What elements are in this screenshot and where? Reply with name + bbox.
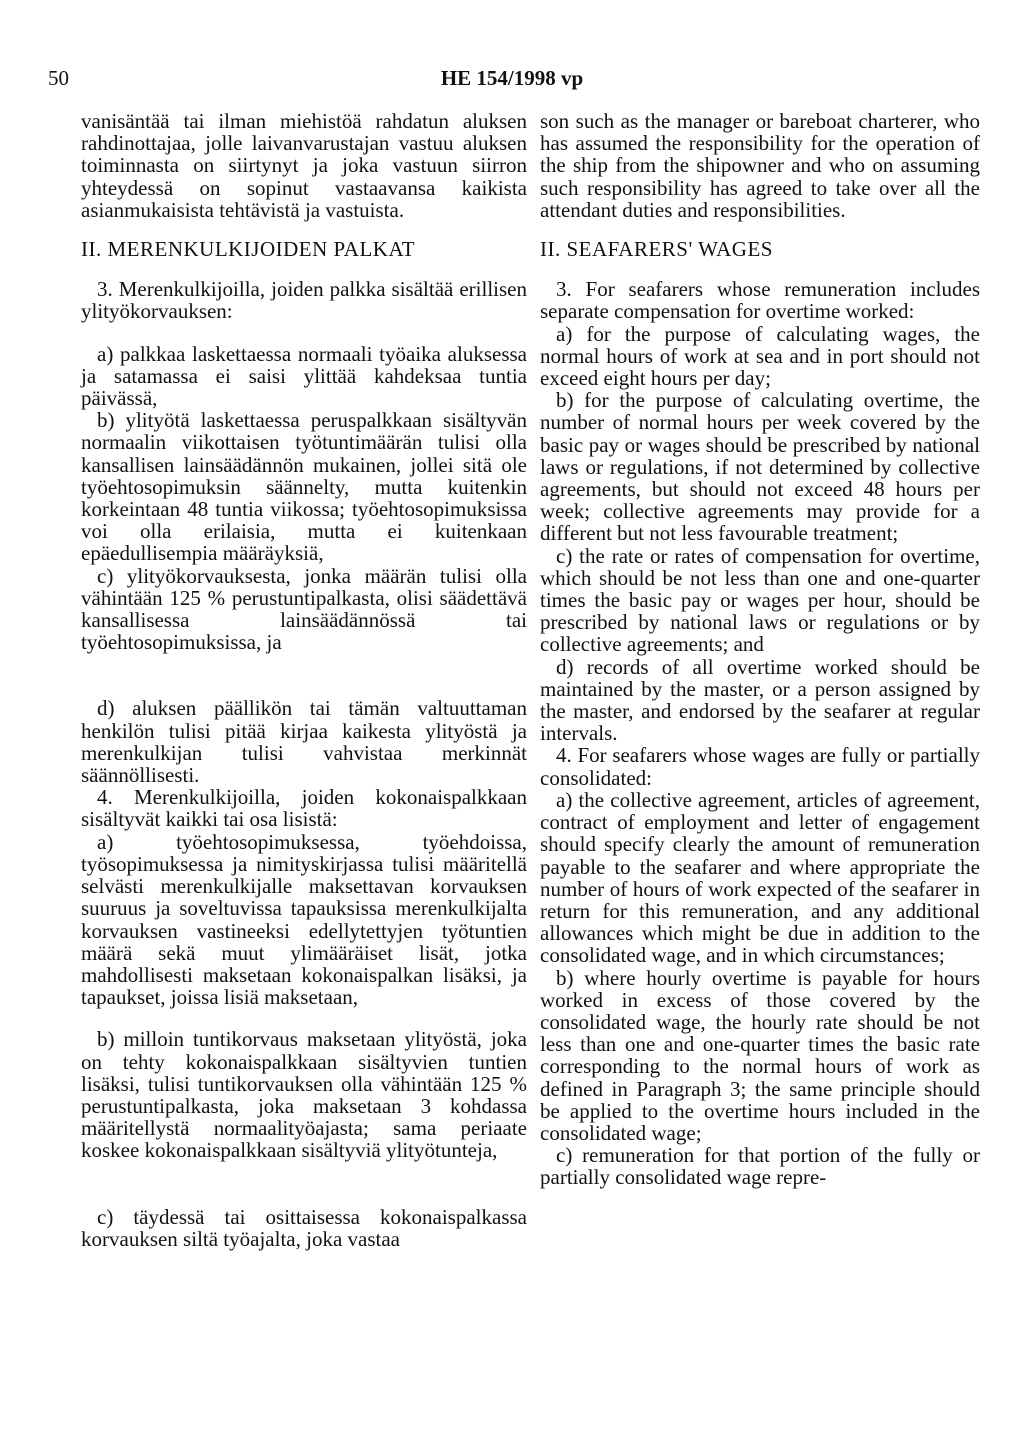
paragraph: vanisäntää tai ilman miehistöä rahdatun aluksen rahdinottajaa, jolle laivanvarustajan vastuu aluksen toiminnasta on siirtynyt ja joka vastuun siirron yhteydessä on sopinut vastaavansa kaikista asianmukaisista tehtävistä ja vastuista.	[81, 109, 527, 222]
section-heading: II. MERENKULKIJOIDEN PALKAT	[81, 237, 416, 262]
paragraph: a) the collective agreement, articles of agreement, contract of employment and letter of engagement should specify clearly the amount of remuneration payable to the seafarer and where appropriate the number of hours of work expected of the seafarer in return for this remuneration, and any additional allowances which might be due in addition to the consolidated wage, and in which circumstances;	[540, 787, 980, 968]
paragraph: 3. Merenkulkijoilla, joiden palkka sisältää erillisen ylityökorvauksen:	[81, 277, 527, 324]
paragraph: b) for the purpose of calculating overtime, the number of normal hours per week covered by the basic pay or wages should be prescribed by national laws or regulations, if not determined by collective agreements, but should not exceed 48 hours per week; collective agreements may provide for a different but not less favourable treatment;	[540, 388, 980, 546]
paragraph: son such as the manager or bareboat charterer, who has assumed the responsibility for the operation of the ship from the shipowner and who on assuming such responsibility has agreed to take over all the attendant duties and responsibilities.	[540, 109, 980, 222]
paragraph: b) where hourly overtime is payable for hours worked in excess of those covered by the consolidated wage, the hourly rate should be not less than one and one-quarter times the basic rate corresponding to the normal hours of work as defined in Paragraph 3; the same principle should be applied to the overtime hours included in the consolidated wage;	[540, 965, 980, 1145]
paragraph: d) aluksen päällikön tai tämän valtuuttaman henkilön tulisi pitää kirjaa kaikesta ylityöstä ja merenkulkijan tulisi vahvistaa merkinnät säännöllisesti.	[81, 696, 527, 788]
paragraph: 3. For seafarers whose remuneration includes separate compensation for overtime worked:	[540, 277, 980, 324]
finnish-column	[81, 110, 527, 1250]
paragraph: c) the rate or rates of compensation for overtime, which should be not less than one and one-quarter times the basic pay or wages per hour, should be prescribed by national laws or regulations or by collective agreements; and	[540, 543, 980, 657]
paragraph: c) täydessä tai osittaisessa kokonaispalkassa korvauksen siltä työajalta, joka vastaa	[81, 1204, 527, 1251]
paragraph: b) ylityötä laskettaessa peruspalkkaan sisältyvän normaalin viikottaisen työtuntimäärän tulisi olla kansallisen lainsäädännön mukainen, jollei sitä ole työehtosopimuksin säännelty, mutta kuitenkin korkeintaan 48 tuntia viikossa; työehtosopimuksissa voi olla erilaisia, mutta ei kuitenkaan epäedullisempia määräyksiä,	[81, 408, 527, 566]
paragraph: 4. Merenkulkijoilla, joiden kokonaispalkkaan sisältyvät kaikki tai osa lisistä:	[81, 785, 527, 832]
paragraph: 4. For seafarers whose wages are fully or partially consolidated:	[540, 743, 980, 790]
paragraph: b) milloin tuntikorvaus maksetaan ylityöstä, joka on tehty kokonaispalkkaan sisältyvien tuntien lisäksi, tulisi tuntikorvauksen olla vähintään 125 % perustuntipalkasta, joka maksetaan 3 kohdassa määritellystä normaalityöajasta; sama periaate koskee kokonaispalkkaan sisältyviä ylityötunteja,	[81, 1027, 527, 1163]
paragraph: a) for the purpose of calculating wages, the normal hours of work at sea and in port should not exceed eight hours per day;	[540, 321, 980, 391]
paragraph: c) remuneration for that portion of the fully or partially consolidated wage repre-	[540, 1143, 980, 1190]
paragraph: c) ylityökorvauksesta, jonka määrän tulisi olla vähintään 125 % perustuntipalkasta, olisi säädettävä kansallisessa lainsäädännössä tai työehtosopimuksissa, ja	[81, 563, 527, 655]
paragraph: d) records of all overtime worked should be maintained by the master, or a person assigned by the master, and endorsed by the seafarer at regular intervals.	[540, 654, 980, 746]
document-id: HE 154/1998 vp	[440, 66, 584, 90]
page-number: 50	[48, 66, 69, 90]
paragraph: a) työehtosopimuksessa, työehdoissa, työsopimuksessa ja nimityskirjassa tulisi määritellä selvästi merenkulkijalle maksettavan korvauksen suuruus ja soveltuvissa tapauksissa merenkulkijalta korvauksen vastineeksi edellytettyjen työtuntien määrä sekä muut ylimääräiset lisät, jotka mahdollisesti maksetaan kokonaispalkan lisäksi, ja tapaukset, joissa lisiä maksetaan,	[81, 829, 527, 1010]
paragraph: a) palkkaa laskettaessa normaali työaika aluksessa ja satamassa ei saisi ylittää kahdeksaa tuntia päivässä,	[81, 341, 527, 411]
english-column	[540, 110, 980, 1189]
section-heading: II. SEAFARERS' WAGES	[540, 237, 773, 262]
